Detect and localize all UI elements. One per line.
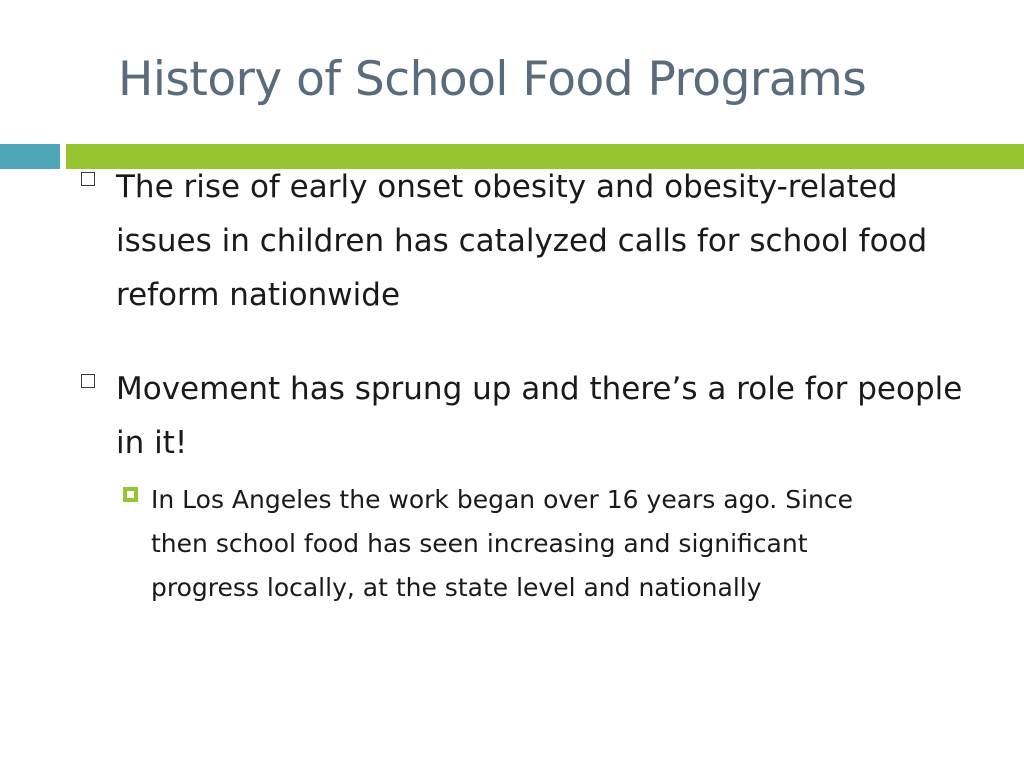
hollow-square-icon xyxy=(81,374,95,388)
hollow-square-icon xyxy=(81,172,95,186)
accent-bar-teal xyxy=(0,144,60,169)
green-framed-square-icon xyxy=(123,487,138,502)
slide-title: History of School Food Programs xyxy=(118,52,867,107)
bullet-text: Movement has sprung up and there’s a role for people in it! xyxy=(116,371,963,461)
bullet-text: The rise of early onset obesity and obesity-related issues in children has catalyzed calls for school food reform nationwide xyxy=(116,169,928,313)
sub-bullet-text: In Los Angeles the work began over 16 years ago. Since then school food has seen increasing and significant progress locally, at the state level and nationally xyxy=(151,485,853,602)
